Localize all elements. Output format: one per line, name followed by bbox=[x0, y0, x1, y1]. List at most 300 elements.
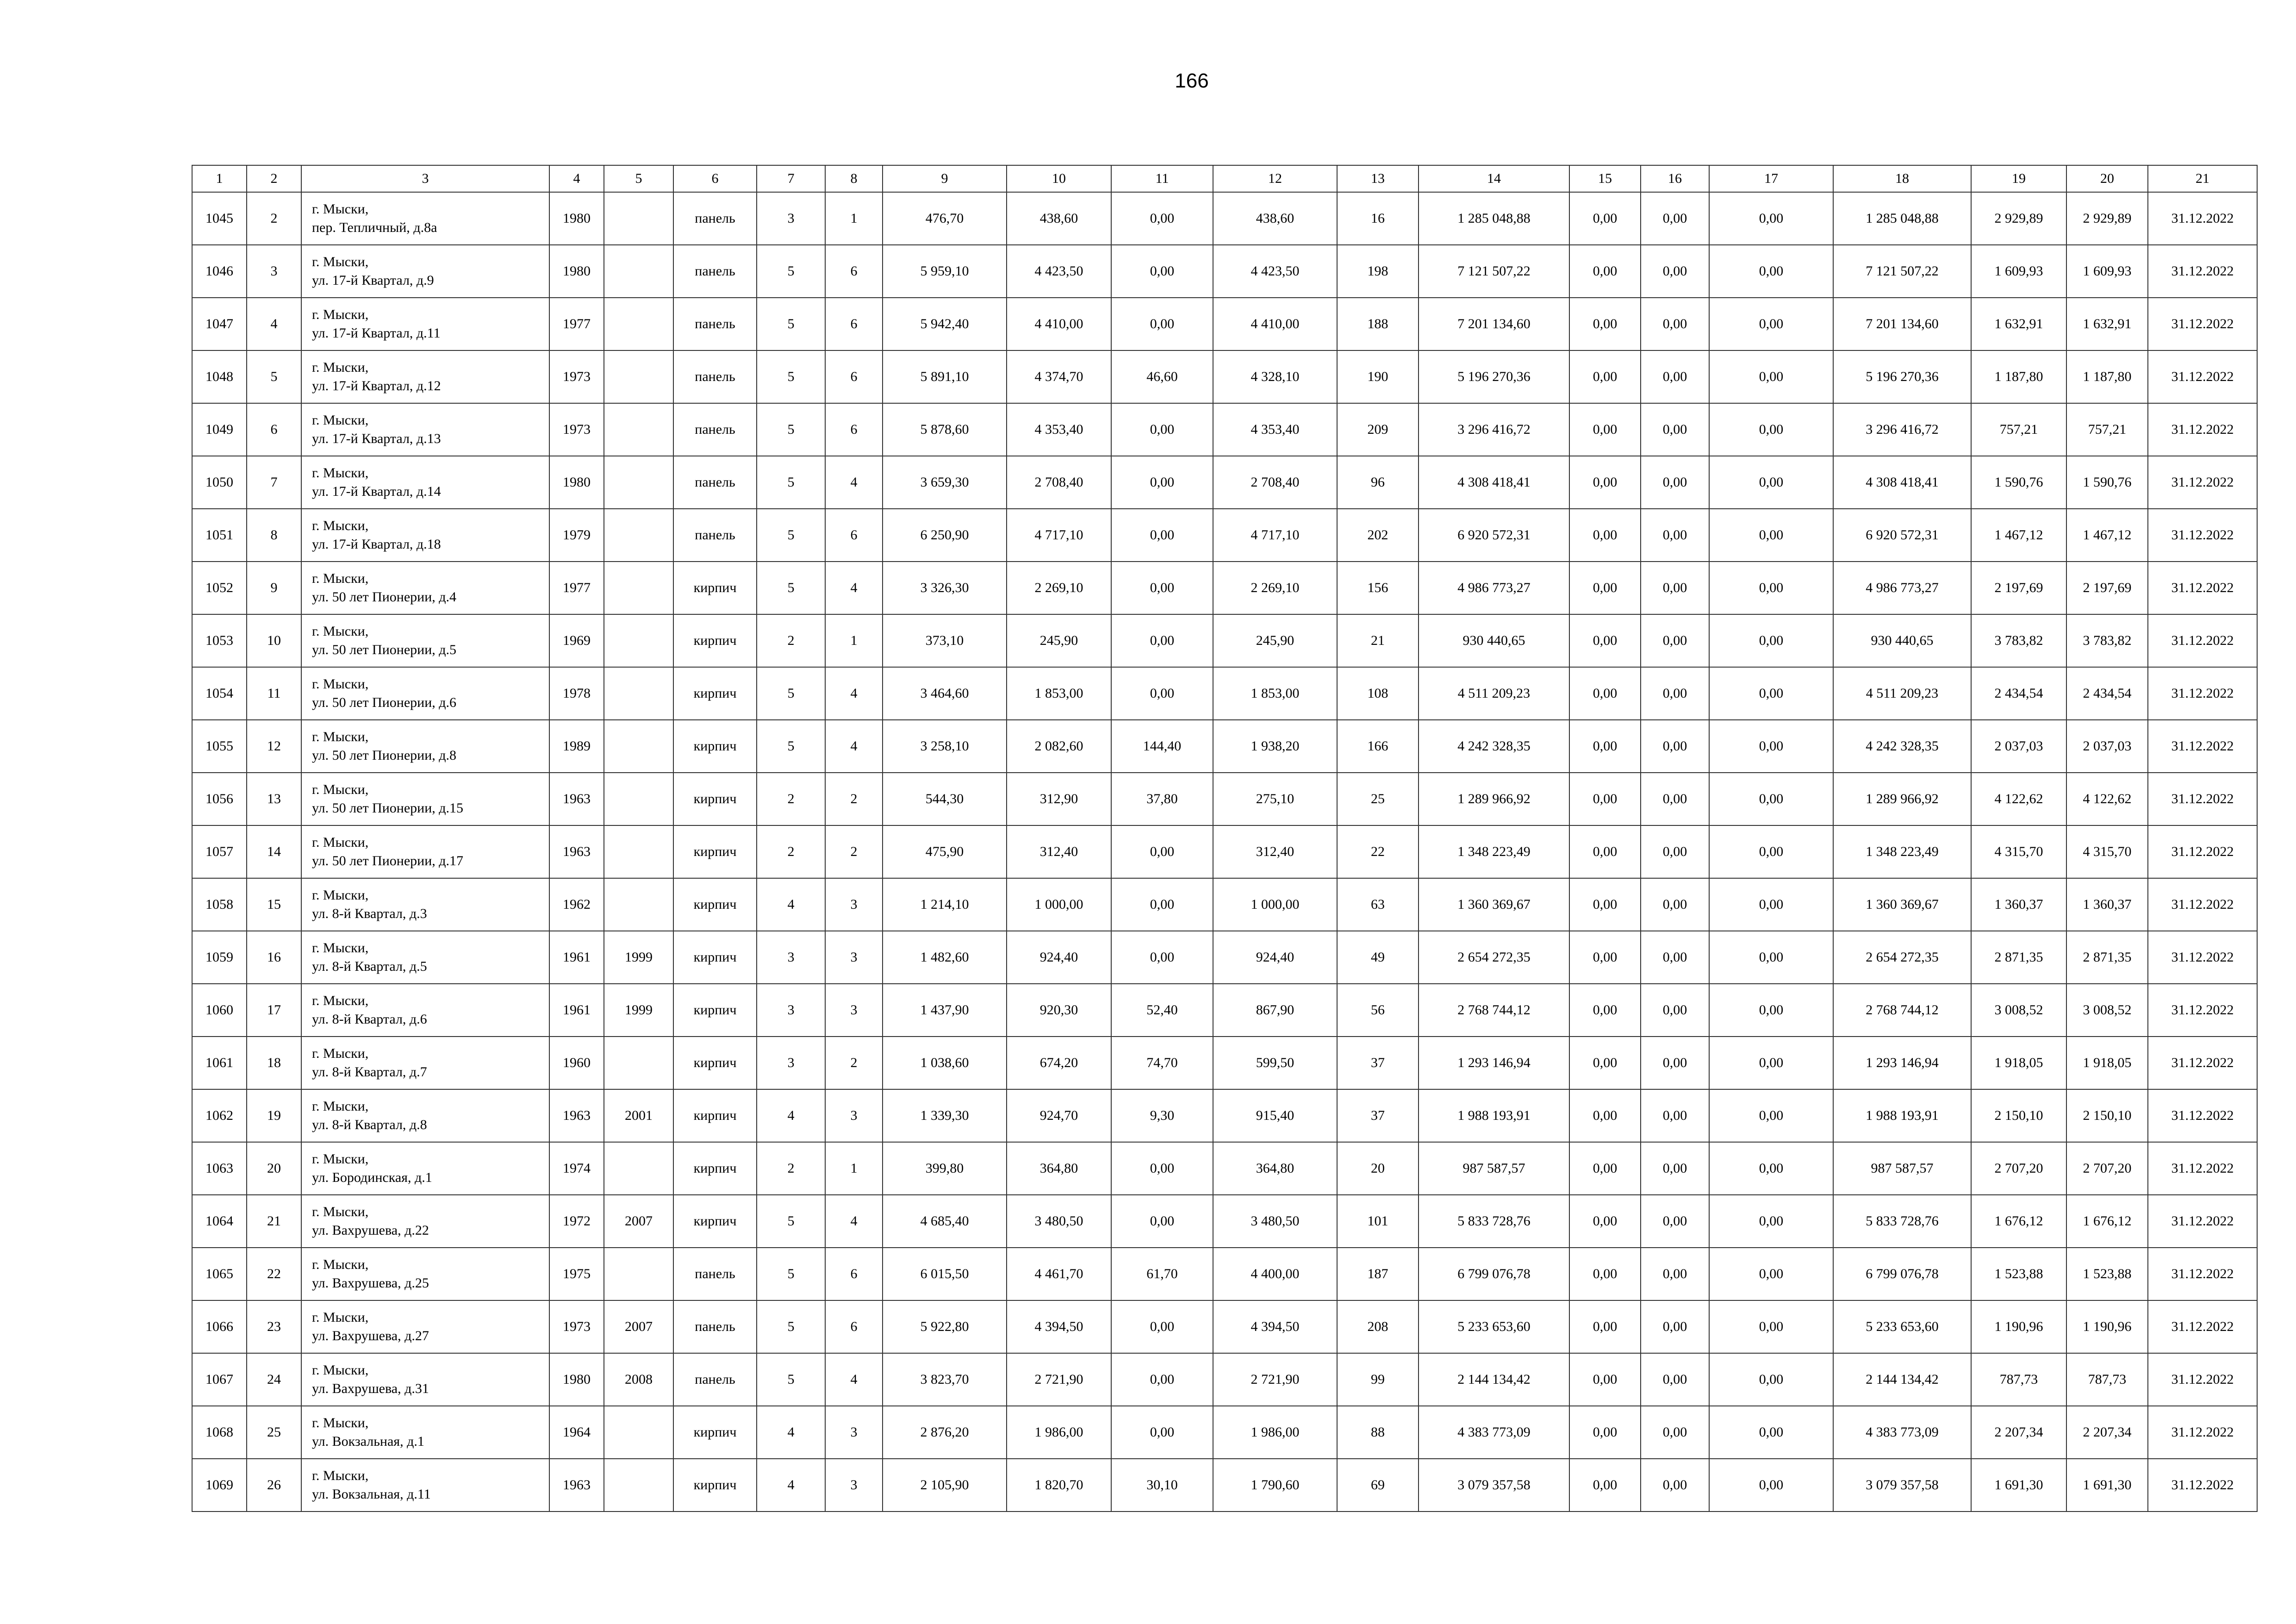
table-cell: 18 bbox=[247, 1037, 301, 1089]
table-cell: 4 461,70 bbox=[1007, 1248, 1111, 1300]
table-cell: 4 bbox=[825, 562, 883, 614]
table-cell: 0,00 bbox=[1709, 298, 1833, 350]
table-cell: 5 bbox=[757, 1195, 825, 1248]
table-cell: 1962 bbox=[549, 878, 604, 931]
table-cell: 930 440,65 bbox=[1419, 614, 1569, 667]
table-cell: 0,00 bbox=[1569, 1037, 1641, 1089]
table-cell: панель bbox=[673, 350, 757, 403]
table-cell: 4 423,50 bbox=[1007, 245, 1111, 298]
table-cell: 0,00 bbox=[1111, 1195, 1213, 1248]
table-cell: 4 bbox=[825, 456, 883, 509]
table-cell: 31.12.2022 bbox=[2148, 562, 2257, 614]
table-cell: 2 768 744,12 bbox=[1833, 984, 1971, 1037]
table-cell: 1980 bbox=[549, 456, 604, 509]
table-cell: 2 929,89 bbox=[1971, 192, 2066, 245]
table-cell: 0,00 bbox=[1641, 1353, 1709, 1406]
table-cell: 3 783,82 bbox=[2066, 614, 2148, 667]
table-cell: 0,00 bbox=[1709, 1142, 1833, 1195]
address-line: г. Мыски, bbox=[312, 254, 369, 269]
address-line: пер. Тепличный, д.8а bbox=[312, 220, 437, 235]
table-cell: 0,00 bbox=[1111, 1300, 1213, 1353]
table-cell: 2 654 272,35 bbox=[1833, 931, 1971, 984]
address-cell bbox=[301, 878, 549, 931]
table-cell: 4 bbox=[757, 878, 825, 931]
table-cell: 1 293 146,94 bbox=[1419, 1037, 1569, 1089]
address-line: ул. 17-й Квартал, д.18 bbox=[312, 537, 441, 552]
table-cell: 0,00 bbox=[1641, 509, 1709, 562]
table-cell: 5 bbox=[757, 562, 825, 614]
table-cell: 1 bbox=[825, 192, 883, 245]
table-cell bbox=[604, 825, 673, 878]
table-cell: 5 833 728,76 bbox=[1833, 1195, 1971, 1248]
table-cell: 1049 bbox=[192, 403, 247, 456]
table-cell: 13 bbox=[247, 773, 301, 825]
table-row bbox=[192, 1406, 2257, 1459]
table-cell: 6 015,50 bbox=[883, 1248, 1007, 1300]
address-line: ул. 17-й Квартал, д.14 bbox=[312, 484, 441, 499]
table-cell: 6 920 572,31 bbox=[1419, 509, 1569, 562]
table-cell: 0,00 bbox=[1709, 456, 1833, 509]
table-cell: 5 bbox=[757, 298, 825, 350]
table-cell bbox=[604, 509, 673, 562]
table-cell: 2 082,60 bbox=[1007, 720, 1111, 773]
table-cell: 312,40 bbox=[1007, 825, 1111, 878]
address-line: г. Мыски, bbox=[312, 412, 369, 428]
table-cell: 1999 bbox=[604, 984, 673, 1037]
table-cell: 1 293 146,94 bbox=[1833, 1037, 1971, 1089]
address-cell bbox=[301, 720, 549, 773]
table-cell: 4 374,70 bbox=[1007, 350, 1111, 403]
table-cell: 2 269,10 bbox=[1213, 562, 1337, 614]
table-cell: 0,00 bbox=[1641, 720, 1709, 773]
table-cell: 0,00 bbox=[1709, 1406, 1833, 1459]
table-row bbox=[192, 1300, 2257, 1353]
table-cell: 31.12.2022 bbox=[2148, 1406, 2257, 1459]
table-cell: 475,90 bbox=[883, 825, 1007, 878]
address-line: ул. 17-й Квартал, д.11 bbox=[312, 325, 441, 341]
table-cell: 1 190,96 bbox=[1971, 1300, 2066, 1353]
table-cell: 1961 bbox=[549, 931, 604, 984]
table-cell: 31.12.2022 bbox=[2148, 350, 2257, 403]
table-cell: 5 bbox=[757, 1300, 825, 1353]
table-row bbox=[192, 1037, 2257, 1089]
table-cell: 0,00 bbox=[1111, 403, 1213, 456]
table-cell: 1 590,76 bbox=[2066, 456, 2148, 509]
table-cell: 6 bbox=[825, 350, 883, 403]
table-cell: 20 bbox=[247, 1142, 301, 1195]
address-cell bbox=[301, 1142, 549, 1195]
table-cell: 757,21 bbox=[1971, 403, 2066, 456]
table-cell: 31.12.2022 bbox=[2148, 825, 2257, 878]
table-cell: 920,30 bbox=[1007, 984, 1111, 1037]
address-line: ул. Вокзальная, д.11 bbox=[312, 1487, 431, 1502]
table-cell: 0,00 bbox=[1709, 984, 1833, 1037]
table-cell: 31.12.2022 bbox=[2148, 1037, 2257, 1089]
table-cell: 3 bbox=[825, 1406, 883, 1459]
table-cell: 187 bbox=[1337, 1248, 1419, 1300]
table-cell: 25 bbox=[247, 1406, 301, 1459]
table-cell: 1 676,12 bbox=[2066, 1195, 2148, 1248]
table-cell: 31.12.2022 bbox=[2148, 456, 2257, 509]
table-cell: 0,00 bbox=[1111, 1406, 1213, 1459]
table-cell: 4 685,40 bbox=[883, 1195, 1007, 1248]
table-cell: 1051 bbox=[192, 509, 247, 562]
table-cell: 3 bbox=[757, 192, 825, 245]
table-row bbox=[192, 984, 2257, 1037]
table-cell: 0,00 bbox=[1709, 350, 1833, 403]
table-cell: 4 717,10 bbox=[1213, 509, 1337, 562]
column-header: 11 bbox=[1111, 165, 1213, 192]
table-cell: 0,00 bbox=[1641, 667, 1709, 720]
table-cell: 16 bbox=[1337, 192, 1419, 245]
table-cell: 0,00 bbox=[1709, 403, 1833, 456]
table-cell: 0,00 bbox=[1709, 509, 1833, 562]
table-cell bbox=[604, 1142, 673, 1195]
address-line: г. Мыски, bbox=[312, 1415, 369, 1430]
table-cell: 6 bbox=[825, 403, 883, 456]
table-cell bbox=[604, 1037, 673, 1089]
table-cell: 6 799 076,78 bbox=[1419, 1248, 1569, 1300]
table-row bbox=[192, 878, 2257, 931]
table-cell: 16 bbox=[247, 931, 301, 984]
table-cell: 15 bbox=[247, 878, 301, 931]
table-cell: 0,00 bbox=[1111, 878, 1213, 931]
table-row bbox=[192, 192, 2257, 245]
table-cell: 787,73 bbox=[2066, 1353, 2148, 1406]
housing-register-table bbox=[192, 165, 2258, 1512]
table-cell: 5 833 728,76 bbox=[1419, 1195, 1569, 1248]
table-cell: 4 bbox=[825, 1195, 883, 1248]
table-cell: 31.12.2022 bbox=[2148, 1248, 2257, 1300]
table-cell: 2 037,03 bbox=[1971, 720, 2066, 773]
table-cell: 1065 bbox=[192, 1248, 247, 1300]
table-cell: 5 bbox=[757, 245, 825, 298]
address-line: ул. Вахрушева, д.31 bbox=[312, 1381, 429, 1396]
table-cell: 22 bbox=[247, 1248, 301, 1300]
table-cell: 1054 bbox=[192, 667, 247, 720]
table-cell: 312,90 bbox=[1007, 773, 1111, 825]
address-cell bbox=[301, 825, 549, 878]
table-cell: 3 079 357,58 bbox=[1419, 1459, 1569, 1512]
table-cell: 1050 bbox=[192, 456, 247, 509]
table-cell: 4 410,00 bbox=[1007, 298, 1111, 350]
table-cell: 4 bbox=[757, 1406, 825, 1459]
column-header: 21 bbox=[2148, 165, 2257, 192]
address-line: г. Мыски, bbox=[312, 835, 369, 850]
table-cell: 1 609,93 bbox=[1971, 245, 2066, 298]
table-cell: 46,60 bbox=[1111, 350, 1213, 403]
table-cell: 31.12.2022 bbox=[2148, 192, 2257, 245]
table-cell: 3 783,82 bbox=[1971, 614, 2066, 667]
table-cell: 2 bbox=[757, 825, 825, 878]
table-cell: 31.12.2022 bbox=[2148, 1089, 2257, 1142]
table-cell: 2 434,54 bbox=[2066, 667, 2148, 720]
table-cell: панель bbox=[673, 1248, 757, 1300]
table-cell: 4 986 773,27 bbox=[1833, 562, 1971, 614]
table-cell: 0,00 bbox=[1709, 878, 1833, 931]
table-cell: 0,00 bbox=[1569, 509, 1641, 562]
table-cell: 0,00 bbox=[1709, 1195, 1833, 1248]
table-cell: 56 bbox=[1337, 984, 1419, 1037]
table-cell: кирпич bbox=[673, 1406, 757, 1459]
table-cell: 3 296 416,72 bbox=[1419, 403, 1569, 456]
table-cell: 1 360 369,67 bbox=[1833, 878, 1971, 931]
table-row bbox=[192, 1089, 2257, 1142]
table-cell: 5 bbox=[757, 720, 825, 773]
table-cell: 757,21 bbox=[2066, 403, 2148, 456]
table-cell: 5 bbox=[757, 1248, 825, 1300]
table-cell: 2 876,20 bbox=[883, 1406, 1007, 1459]
table-cell bbox=[604, 614, 673, 667]
table-cell: 0,00 bbox=[1569, 1089, 1641, 1142]
table-cell: 5 196 270,36 bbox=[1833, 350, 1971, 403]
table-cell: панель bbox=[673, 1300, 757, 1353]
table-cell: 4 400,00 bbox=[1213, 1248, 1337, 1300]
table-cell: панель bbox=[673, 245, 757, 298]
table-row bbox=[192, 245, 2257, 298]
table-cell: 2 bbox=[247, 192, 301, 245]
table-row bbox=[192, 614, 2257, 667]
table-row bbox=[192, 403, 2257, 456]
table-cell: 2 037,03 bbox=[2066, 720, 2148, 773]
table-cell: 1978 bbox=[549, 667, 604, 720]
table-cell: 1961 bbox=[549, 984, 604, 1037]
address-line: ул. 17-й Квартал, д.9 bbox=[312, 273, 434, 288]
table-cell: 1060 bbox=[192, 984, 247, 1037]
table-cell: 0,00 bbox=[1709, 1459, 1833, 1512]
table-cell: 7 121 507,22 bbox=[1833, 245, 1971, 298]
table-cell: 4 423,50 bbox=[1213, 245, 1337, 298]
table-cell: 275,10 bbox=[1213, 773, 1337, 825]
table-cell: 0,00 bbox=[1641, 1089, 1709, 1142]
table-cell: 3 bbox=[757, 931, 825, 984]
table-cell: 1 285 048,88 bbox=[1419, 192, 1569, 245]
table-cell: 930 440,65 bbox=[1833, 614, 1971, 667]
table-cell: 0,00 bbox=[1569, 298, 1641, 350]
table-cell: 1 339,30 bbox=[883, 1089, 1007, 1142]
table-cell: кирпич bbox=[673, 1459, 757, 1512]
table-cell: 1 bbox=[825, 614, 883, 667]
table-cell: 5 bbox=[247, 350, 301, 403]
table-cell: 31.12.2022 bbox=[2148, 1142, 2257, 1195]
table-cell: 0,00 bbox=[1111, 509, 1213, 562]
table-cell: 0,00 bbox=[1709, 1037, 1833, 1089]
address-line: г. Мыски, bbox=[312, 307, 369, 322]
table-cell: 2 708,40 bbox=[1213, 456, 1337, 509]
table-cell: 0,00 bbox=[1641, 1459, 1709, 1512]
table-cell: 21 bbox=[247, 1195, 301, 1248]
table-cell: 1964 bbox=[549, 1406, 604, 1459]
table-cell: 31.12.2022 bbox=[2148, 403, 2257, 456]
table-cell: 0,00 bbox=[1709, 614, 1833, 667]
table-cell: 19 bbox=[247, 1089, 301, 1142]
table-cell: 0,00 bbox=[1569, 1406, 1641, 1459]
table-cell: 4 383 773,09 bbox=[1833, 1406, 1971, 1459]
table-cell: 208 bbox=[1337, 1300, 1419, 1353]
table-cell: 0,00 bbox=[1641, 931, 1709, 984]
table-cell: 4 394,50 bbox=[1007, 1300, 1111, 1353]
table-cell: 1066 bbox=[192, 1300, 247, 1353]
table-cell: 1069 bbox=[192, 1459, 247, 1512]
table-row bbox=[192, 931, 2257, 984]
table-cell: 2 269,10 bbox=[1007, 562, 1111, 614]
table-cell: 1 691,30 bbox=[2066, 1459, 2148, 1512]
table-cell: 0,00 bbox=[1709, 931, 1833, 984]
column-number-row bbox=[192, 165, 2257, 192]
table-cell: 3 008,52 bbox=[2066, 984, 2148, 1037]
table-cell: 2 144 134,42 bbox=[1419, 1353, 1569, 1406]
table-cell: 6 bbox=[825, 298, 883, 350]
table-row bbox=[192, 1459, 2257, 1512]
table-cell: 4 717,10 bbox=[1007, 509, 1111, 562]
table-cell bbox=[604, 245, 673, 298]
table-cell: 4 353,40 bbox=[1007, 403, 1111, 456]
table-cell: 1972 bbox=[549, 1195, 604, 1248]
table-cell: 1063 bbox=[192, 1142, 247, 1195]
table-cell: 2 871,35 bbox=[2066, 931, 2148, 984]
table-row bbox=[192, 1195, 2257, 1248]
address-line: г. Мыски, bbox=[312, 201, 369, 217]
column-header: 16 bbox=[1641, 165, 1709, 192]
table-cell: 476,70 bbox=[883, 192, 1007, 245]
table-cell: 0,00 bbox=[1111, 1353, 1213, 1406]
table-cell: 0,00 bbox=[1111, 245, 1213, 298]
table-row bbox=[192, 298, 2257, 350]
table-cell: 5 bbox=[757, 456, 825, 509]
table-cell: 26 bbox=[247, 1459, 301, 1512]
table-cell: 3 bbox=[825, 1459, 883, 1512]
table-cell: 3 326,30 bbox=[883, 562, 1007, 614]
table-cell: 0,00 bbox=[1111, 456, 1213, 509]
table-cell: 2 721,90 bbox=[1007, 1353, 1111, 1406]
table-cell: 31.12.2022 bbox=[2148, 1300, 2257, 1353]
table-cell: 3 bbox=[247, 245, 301, 298]
column-header: 18 bbox=[1833, 165, 1971, 192]
table-cell: 0,00 bbox=[1709, 825, 1833, 878]
address-line: г. Мыски, bbox=[312, 465, 369, 481]
table-cell: 2 bbox=[757, 773, 825, 825]
table-cell: 2 bbox=[757, 1142, 825, 1195]
table-cell: 0,00 bbox=[1641, 1195, 1709, 1248]
table-cell: 4 353,40 bbox=[1213, 403, 1337, 456]
table-cell: 24 bbox=[247, 1353, 301, 1406]
table-cell: 5 bbox=[757, 403, 825, 456]
table-cell: кирпич bbox=[673, 773, 757, 825]
table-cell: 1973 bbox=[549, 350, 604, 403]
column-header: 6 bbox=[673, 165, 757, 192]
table-cell: 1960 bbox=[549, 1037, 604, 1089]
table-cell: 1977 bbox=[549, 298, 604, 350]
table-cell: 1 632,91 bbox=[1971, 298, 2066, 350]
table-cell: кирпич bbox=[673, 1142, 757, 1195]
table-cell: 1 853,00 bbox=[1007, 667, 1111, 720]
table-cell: 364,80 bbox=[1213, 1142, 1337, 1195]
address-cell bbox=[301, 298, 549, 350]
table-cell: 2 707,20 bbox=[2066, 1142, 2148, 1195]
address-line: ул. 8-й Квартал, д.6 bbox=[312, 1012, 427, 1027]
table-cell: 14 bbox=[247, 825, 301, 878]
address-line: ул. 8-й Квартал, д.7 bbox=[312, 1064, 427, 1080]
table-cell: 2008 bbox=[604, 1353, 673, 1406]
table-cell: 5 922,80 bbox=[883, 1300, 1007, 1353]
table-cell: 0,00 bbox=[1569, 245, 1641, 298]
table-cell: 2 150,10 bbox=[1971, 1089, 2066, 1142]
table-cell: 1061 bbox=[192, 1037, 247, 1089]
table-cell: 0,00 bbox=[1569, 1195, 1641, 1248]
table-cell: 23 bbox=[247, 1300, 301, 1353]
table-row bbox=[192, 456, 2257, 509]
table-cell: 3 008,52 bbox=[1971, 984, 2066, 1037]
table-cell: 1 214,10 bbox=[883, 878, 1007, 931]
table-cell: 0,00 bbox=[1569, 562, 1641, 614]
table-cell: 9,30 bbox=[1111, 1089, 1213, 1142]
table-cell: 2007 bbox=[604, 1300, 673, 1353]
table-cell: 2 708,40 bbox=[1007, 456, 1111, 509]
table-cell: 1052 bbox=[192, 562, 247, 614]
table-cell: 1 190,96 bbox=[2066, 1300, 2148, 1353]
table-cell: 17 bbox=[247, 984, 301, 1037]
address-line: ул. 50 лет Пионерии, д.17 bbox=[312, 853, 464, 868]
address-cell bbox=[301, 403, 549, 456]
column-header: 3 bbox=[301, 165, 549, 192]
table-cell: 2 105,90 bbox=[883, 1459, 1007, 1512]
table-cell: панель bbox=[673, 1353, 757, 1406]
table-cell: 31.12.2022 bbox=[2148, 720, 2257, 773]
table-cell: 31.12.2022 bbox=[2148, 984, 2257, 1037]
table-cell: 4 122,62 bbox=[2066, 773, 2148, 825]
table-cell: 2 144 134,42 bbox=[1833, 1353, 1971, 1406]
column-header: 19 bbox=[1971, 165, 2066, 192]
address-line: г. Мыски, bbox=[312, 940, 369, 956]
table-cell: панель bbox=[673, 298, 757, 350]
address-cell bbox=[301, 931, 549, 984]
address-cell bbox=[301, 1459, 549, 1512]
table-cell: 7 121 507,22 bbox=[1419, 245, 1569, 298]
address-cell bbox=[301, 192, 549, 245]
table-cell: 1058 bbox=[192, 878, 247, 931]
table-cell: 1963 bbox=[549, 825, 604, 878]
address-cell bbox=[301, 245, 549, 298]
table-cell: 674,20 bbox=[1007, 1037, 1111, 1089]
address-cell bbox=[301, 562, 549, 614]
table-cell: кирпич bbox=[673, 984, 757, 1037]
table-cell: 7 bbox=[247, 456, 301, 509]
table-cell: 1980 bbox=[549, 245, 604, 298]
table-cell: 1 000,00 bbox=[1007, 878, 1111, 931]
table-cell: 1 988 193,91 bbox=[1419, 1089, 1569, 1142]
table-cell: 2 871,35 bbox=[1971, 931, 2066, 984]
table-cell: 0,00 bbox=[1709, 1353, 1833, 1406]
table-cell: 96 bbox=[1337, 456, 1419, 509]
table-cell: 0,00 bbox=[1569, 1459, 1641, 1512]
table-cell: 1973 bbox=[549, 403, 604, 456]
table-cell: 5 233 653,60 bbox=[1833, 1300, 1971, 1353]
table-cell: 1 676,12 bbox=[1971, 1195, 2066, 1248]
table-cell: 245,90 bbox=[1213, 614, 1337, 667]
column-header: 2 bbox=[247, 165, 301, 192]
table-cell: 1 360,37 bbox=[1971, 878, 2066, 931]
table-cell: 1 bbox=[825, 1142, 883, 1195]
table-cell: 88 bbox=[1337, 1406, 1419, 1459]
table-cell: 6 250,90 bbox=[883, 509, 1007, 562]
table-cell: 1969 bbox=[549, 614, 604, 667]
address-line: ул. Вокзальная, д.1 bbox=[312, 1434, 424, 1449]
table-cell: 188 bbox=[1337, 298, 1419, 350]
table-cell: 1 289 966,92 bbox=[1833, 773, 1971, 825]
table-cell: 3 bbox=[757, 984, 825, 1037]
table-cell: 11 bbox=[247, 667, 301, 720]
table-cell: 399,80 bbox=[883, 1142, 1007, 1195]
